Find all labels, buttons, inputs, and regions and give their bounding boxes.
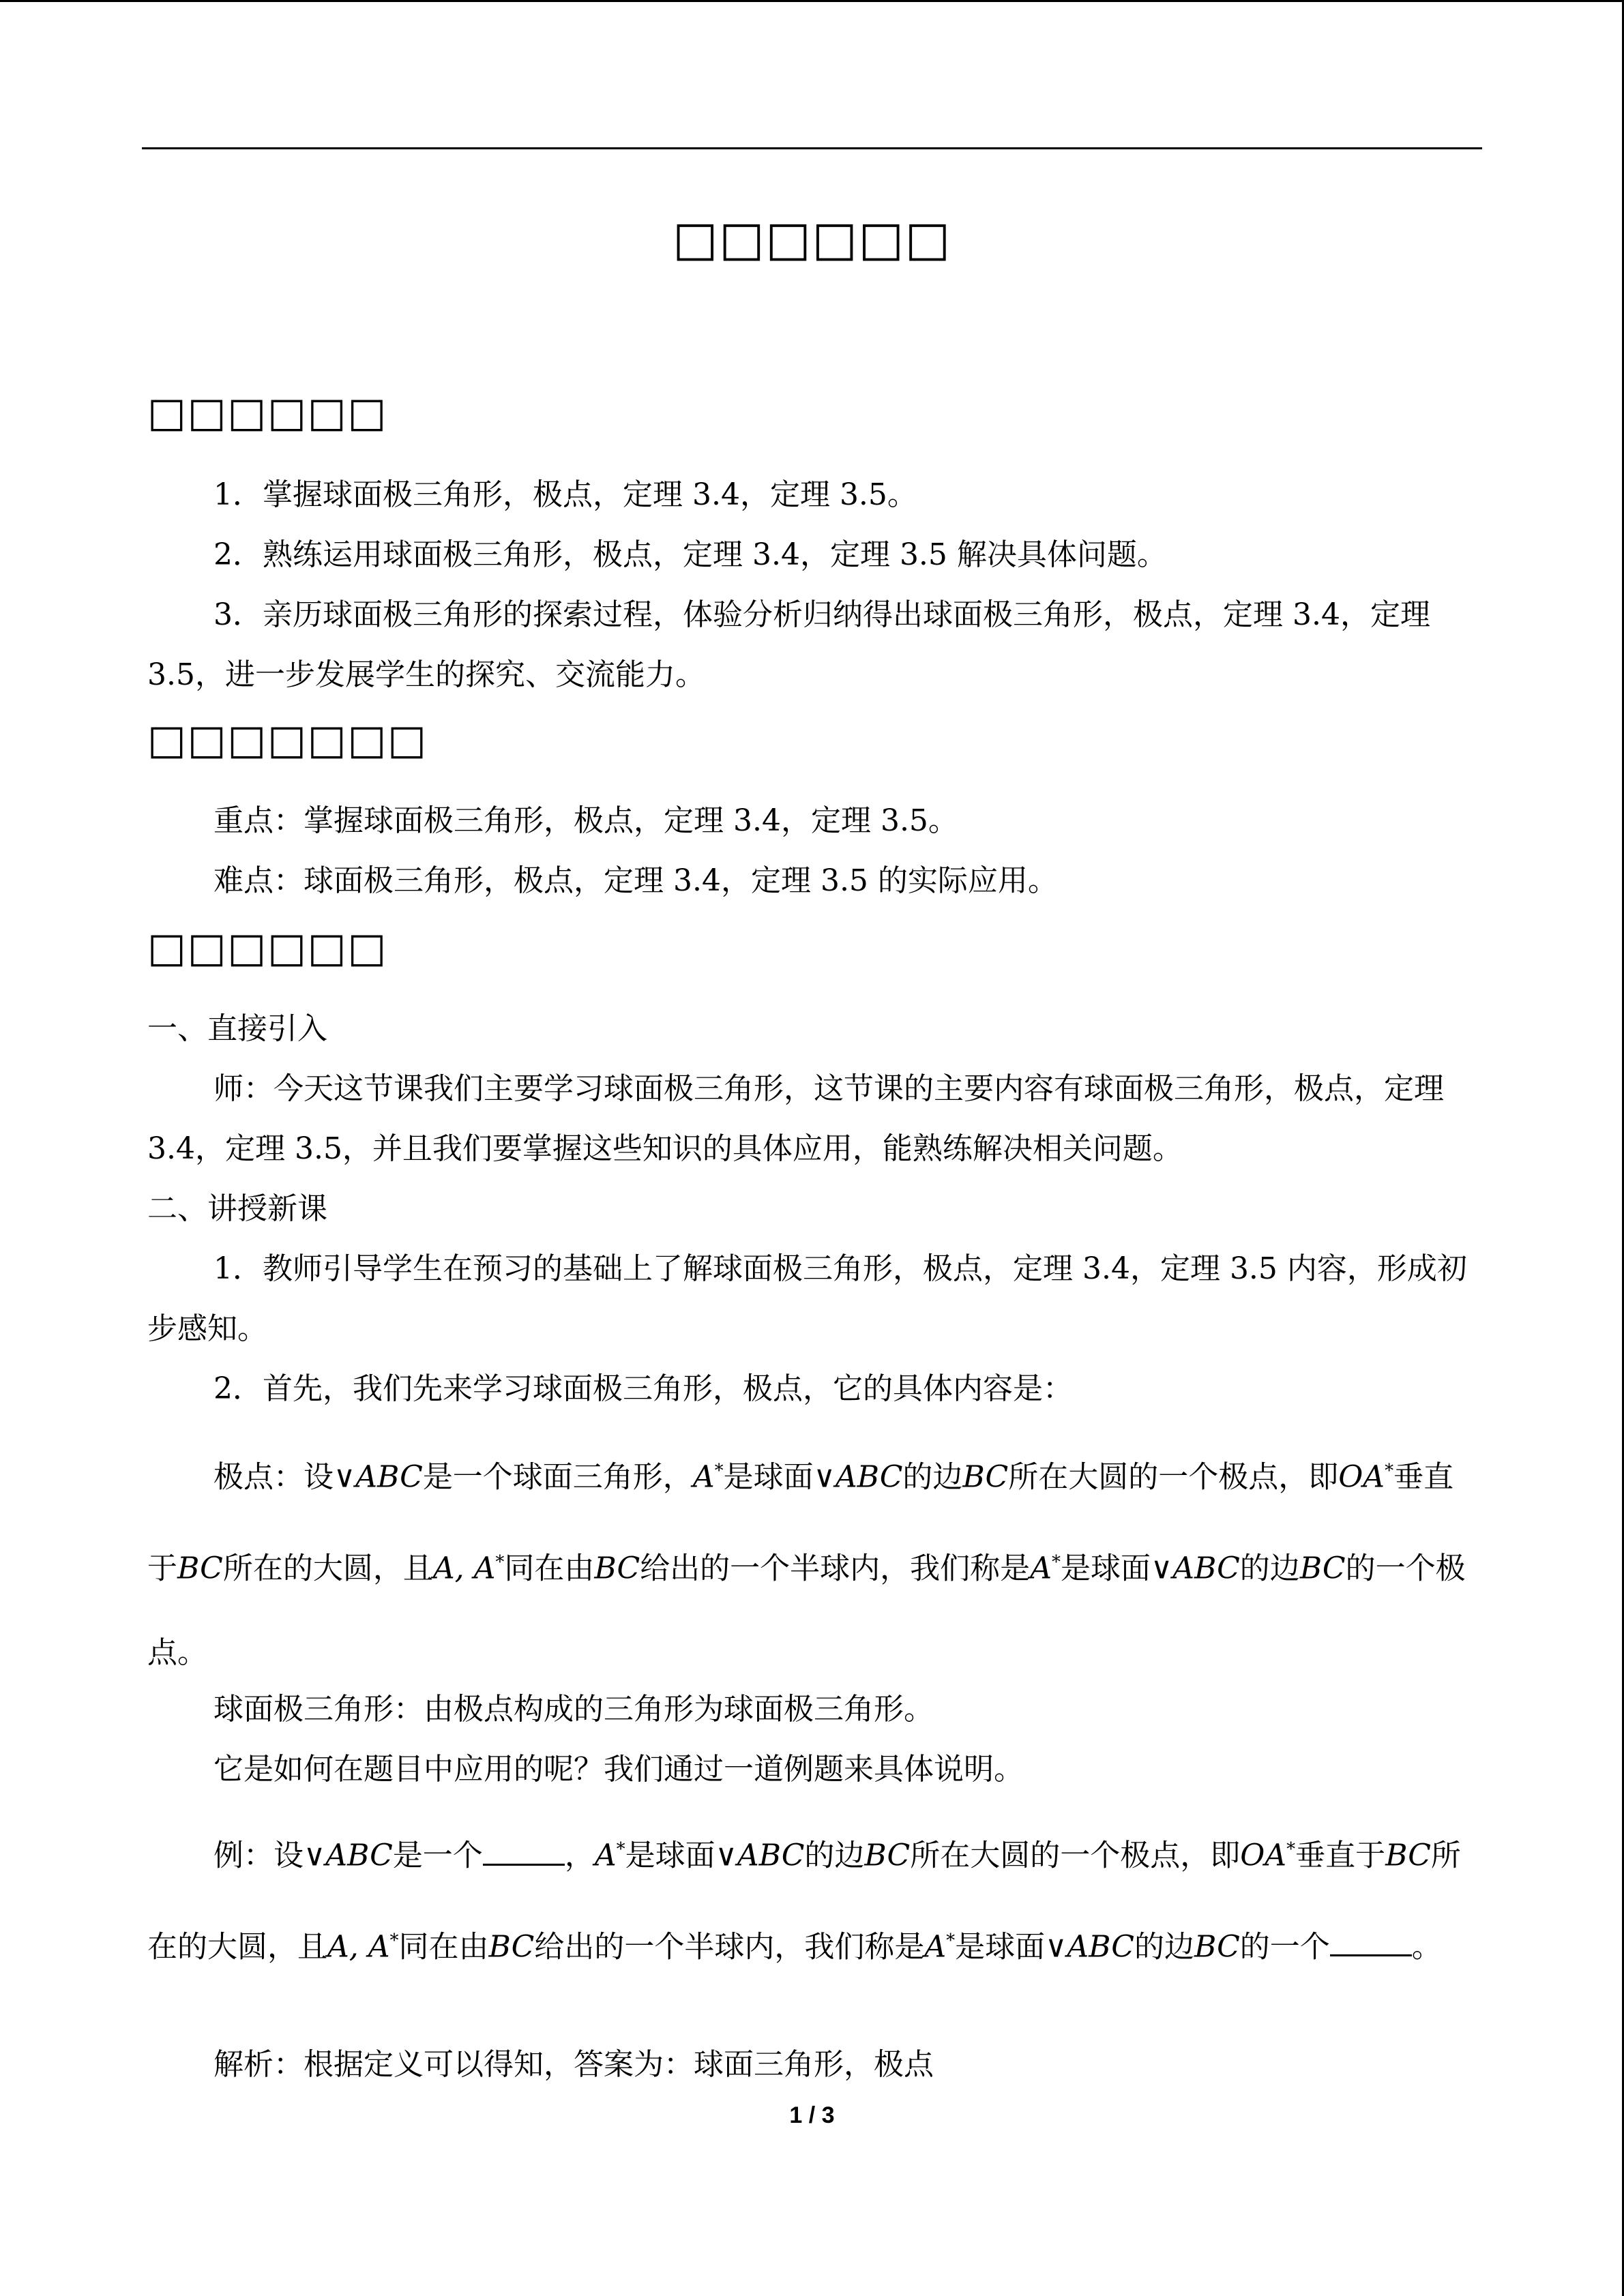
analysis-text: 解析：根据定义可以得知，答案为：球面三角形，极点 [213, 2047, 934, 2082]
key-point: 重点：掌握球面极三角形，极点，定理 3.4，定理 3.5。 [213, 803, 958, 838]
heading-objectives: □□□□□□ [147, 389, 388, 436]
transition-text: 它是如何在题目中应用的呢？我们通过一道例题来具体说明。 [213, 1752, 1024, 1787]
step-1: 1．教师引导学生在预习的基础上了解球面极三角形，极点，定理 3.4，定理 3.5 内容，形成初步感知。 [147, 1251, 1467, 1346]
heading-process: □□□□□□ [147, 924, 388, 972]
objective-item-3: 3．亲历球面极三角形的探索过程，体验分析归纳得出球面极三角形，极点，定理 3.4，定理 3.5，进一步发展学生的探究、交流能力。 [147, 597, 1430, 692]
answer-blank-1 [483, 1840, 565, 1866]
part1-text: 师：今天这节课我们主要学习球面极三角形，这节课的主要内容有球面极三角形，极点，定理 3.4，定理 3.5，并且我们要掌握这些知识的具体应用，能熟练解决相关问题。 [147, 1071, 1444, 1166]
objective-item-1: 1．掌握球面极三角形，极点，定理 3.4，定理 3.5。 [213, 477, 917, 512]
header-rule [142, 147, 1482, 149]
example-question: 例：设∨ABC是一个 ，A*是球面∨ABC的边BC所在大圆的一个极点，即OA*垂直于BC所在的大圆，且A, A*同在由BC给出的一个半球内，我们称是A*是球面∨ABC的边BC的一个 。 [147, 1838, 1461, 1965]
step-2: 2．首先，我们先来学习球面极三角形，极点，它的具体内容是： [213, 1371, 1073, 1406]
answer-blank-2 [1330, 1931, 1412, 1956]
document-title: □□□□□□ [673, 211, 951, 267]
heading-key-points: □□□□□□□ [147, 716, 428, 764]
pole-definition: 极点：设∨ABC是一个球面三角形，A*是球面∨ABC的边BC所在大圆的一个极点，即OA*垂直于BC所在的大圆，且A, A*同在由BC给出的一个半球内，我们称是A*是球面∨ABC的边BC的一个极点。 [147, 1459, 1466, 1671]
part2-title: 二、讲授新课 [147, 1191, 327, 1226]
objective-item-2: 2．熟练运用球面极三角形，极点，定理 3.4，定理 3.5 解决具体问题。 [213, 537, 1167, 572]
part1-title: 一、直接引入 [147, 1011, 327, 1046]
polar-triangle-definition: 球面极三角形：由极点构成的三角形为球面极三角形。 [213, 1692, 934, 1727]
difficult-point: 难点：球面极三角形，极点，定理 3.4，定理 3.5 的实际应用。 [213, 863, 1058, 898]
page-border-top [0, 0, 1624, 2]
page-number: 1 / 3 [789, 2102, 835, 2128]
